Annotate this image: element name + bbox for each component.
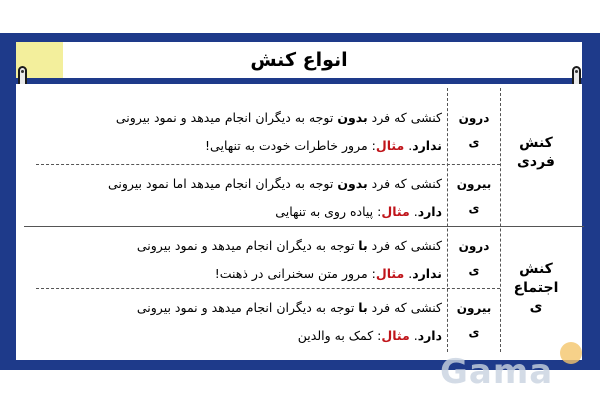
text-run: توجه به دیگران انجام میدهد و نمود بیرونی	[136, 300, 359, 315]
description-line	[36, 294, 442, 322]
text-run: کنشی که فرد	[367, 110, 442, 125]
keyword: دارد	[417, 204, 442, 219]
keyword: بدون	[337, 110, 368, 125]
text-run: توجه به دیگران انجام میدهد و نمود بیرونی	[136, 238, 359, 253]
description-line	[36, 232, 442, 260]
subtype-label-line: ی	[468, 325, 480, 339]
subtype-label-internal	[450, 234, 498, 282]
subtype-label-line: بیرون	[456, 301, 492, 315]
keyword: ندارد	[412, 266, 442, 281]
example-label: مثال	[375, 138, 405, 153]
text-run: توجه به دیگران انجام میدهد و نمود بیرونی	[115, 110, 338, 125]
subtype-label-line: درون	[458, 239, 490, 253]
example-text: : پیاده روی به تنهایی	[275, 204, 382, 219]
description-line	[36, 104, 442, 132]
example-line	[36, 322, 442, 350]
keyword: بدون	[337, 176, 368, 191]
subtype-label-line: درون	[458, 111, 490, 125]
type-label-line: کنش	[519, 261, 553, 277]
example-line	[36, 132, 442, 160]
column-divider	[447, 88, 448, 352]
column-divider	[500, 88, 501, 352]
subtype-label-external	[450, 296, 498, 344]
subtype-label-line: ی	[468, 263, 480, 277]
row-divider	[36, 288, 500, 289]
description-line	[36, 170, 442, 198]
subtype-label-external	[450, 172, 498, 220]
text-run: .	[409, 204, 418, 219]
text-run: .	[409, 328, 418, 343]
keyword: با	[358, 300, 368, 315]
type-label-line: ی	[529, 299, 543, 315]
keyword: ندارد	[412, 138, 442, 153]
type-label-line: کنش	[519, 135, 553, 151]
example-label: مثال	[375, 266, 405, 281]
text-run: کنشی که فرد	[367, 176, 442, 191]
slide-title: انواع کنش	[250, 49, 348, 71]
example-text: : مرور متن سخنرانی در ذهنت!	[214, 266, 376, 281]
description-block	[36, 294, 442, 350]
text-run: .	[404, 138, 413, 153]
description-block	[36, 104, 442, 160]
text-run: توجه به دیگران انجام میدهد اما نمود بیرونی	[107, 176, 338, 191]
keyword: دارد	[417, 328, 442, 343]
example-label: مثال	[381, 328, 410, 343]
text-run: کنشی که فرد	[367, 238, 442, 253]
example-text: : کمک به والدین	[297, 328, 382, 343]
example-line	[36, 198, 442, 226]
example-label: مثال	[381, 204, 410, 219]
description-block	[36, 170, 442, 226]
row-divider	[36, 164, 500, 165]
subtype-label-line: بیرون	[456, 177, 492, 191]
group-divider	[24, 226, 584, 227]
type-label-individual	[503, 134, 569, 172]
subtype-label-line: ی	[468, 135, 480, 149]
type-label-line: فردی	[517, 154, 555, 170]
subtype-label-line: ی	[468, 201, 480, 215]
text-run: .	[404, 266, 413, 281]
type-label-line: اجتماع	[513, 280, 559, 296]
subtype-label-internal	[450, 106, 498, 154]
watermark-logo-icon	[560, 342, 582, 364]
description-block	[36, 232, 442, 288]
type-label-social	[503, 260, 569, 317]
example-line	[36, 260, 442, 288]
text-run: کنشی که فرد	[367, 300, 442, 315]
keyword: با	[358, 238, 368, 253]
watermark: Gama	[440, 352, 554, 392]
example-text: : مرور خاطرات خودت به تنهایی!	[205, 138, 376, 153]
